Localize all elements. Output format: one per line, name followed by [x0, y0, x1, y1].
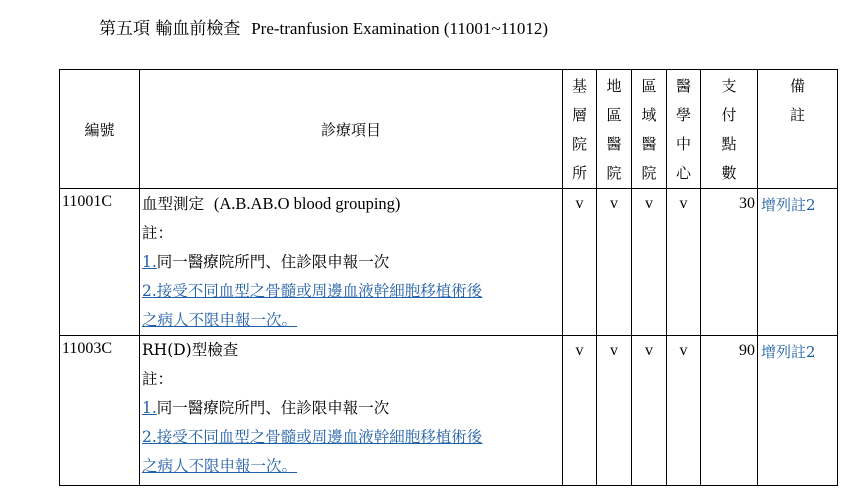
- header-remarks: 備 註: [758, 70, 838, 189]
- mark-district-hospital: v: [632, 336, 667, 486]
- item-name-zh: 血型測定: [142, 195, 205, 213]
- header-item: 診療項目: [140, 70, 563, 189]
- note1-link[interactable]: 1.: [142, 399, 157, 417]
- note2-link-line2[interactable]: 之病人不限申報一次。: [142, 457, 298, 475]
- note2-link-line2[interactable]: 之病人不限申報一次。: [142, 311, 298, 329]
- row-code: 11003C: [60, 336, 140, 486]
- note1-link[interactable]: 1.: [142, 253, 157, 271]
- header-medical-center: 醫 學 中 心: [667, 70, 701, 189]
- item-name-zh: RH(D)型檢查: [142, 341, 239, 359]
- mark-medical-center: v: [667, 189, 701, 336]
- header-district-hospital: 區 域 醫 院: [632, 70, 667, 189]
- header-row: [60, 70, 838, 189]
- note1-text: 同一醫療院所門、住診限申報一次: [156, 253, 390, 271]
- points-value: 90: [701, 336, 758, 486]
- note1-text: 同一醫療院所門、住診限申報一次: [156, 399, 390, 417]
- mark-district-hospital: v: [632, 189, 667, 336]
- remark-note: 增列註2: [758, 336, 838, 486]
- fee-schedule-table: [59, 69, 838, 486]
- section-title-zh: 第五項 輸血前檢查: [99, 19, 241, 39]
- mark-primary-clinic: v: [563, 336, 597, 486]
- row-item: [140, 189, 563, 336]
- note-label: 註：: [142, 370, 174, 388]
- section-title: [99, 14, 548, 39]
- header-points: 支 付 點 數: [701, 70, 758, 189]
- note-label: 註：: [142, 224, 174, 242]
- section-title-en: Pre-tranfusion Examination (11001~11012): [251, 19, 549, 38]
- mark-regional-hospital: v: [597, 189, 632, 336]
- table-row: [60, 336, 838, 486]
- mark-medical-center: v: [667, 336, 701, 486]
- row-code: 11001C: [60, 189, 140, 336]
- note2-link-line1[interactable]: 2.接受不同血型之骨髓或周邊血液幹細胞移植術後: [142, 428, 483, 446]
- header-regional-hospital: 地 區 醫 院: [597, 70, 632, 189]
- item-name-en: (A.B.AB.O blood grouping): [213, 194, 401, 213]
- header-code: 編號: [60, 70, 140, 189]
- header-primary-clinic: 基 層 院 所: [563, 70, 597, 189]
- points-value: 30: [701, 189, 758, 336]
- mark-regional-hospital: v: [597, 336, 632, 486]
- table-row: [60, 189, 838, 336]
- note2-link-line1[interactable]: 2.接受不同血型之骨髓或周邊血液幹細胞移植術後: [142, 282, 483, 300]
- row-item: [140, 336, 563, 486]
- mark-primary-clinic: v: [563, 189, 597, 336]
- remark-note: 增列註2: [758, 189, 838, 336]
